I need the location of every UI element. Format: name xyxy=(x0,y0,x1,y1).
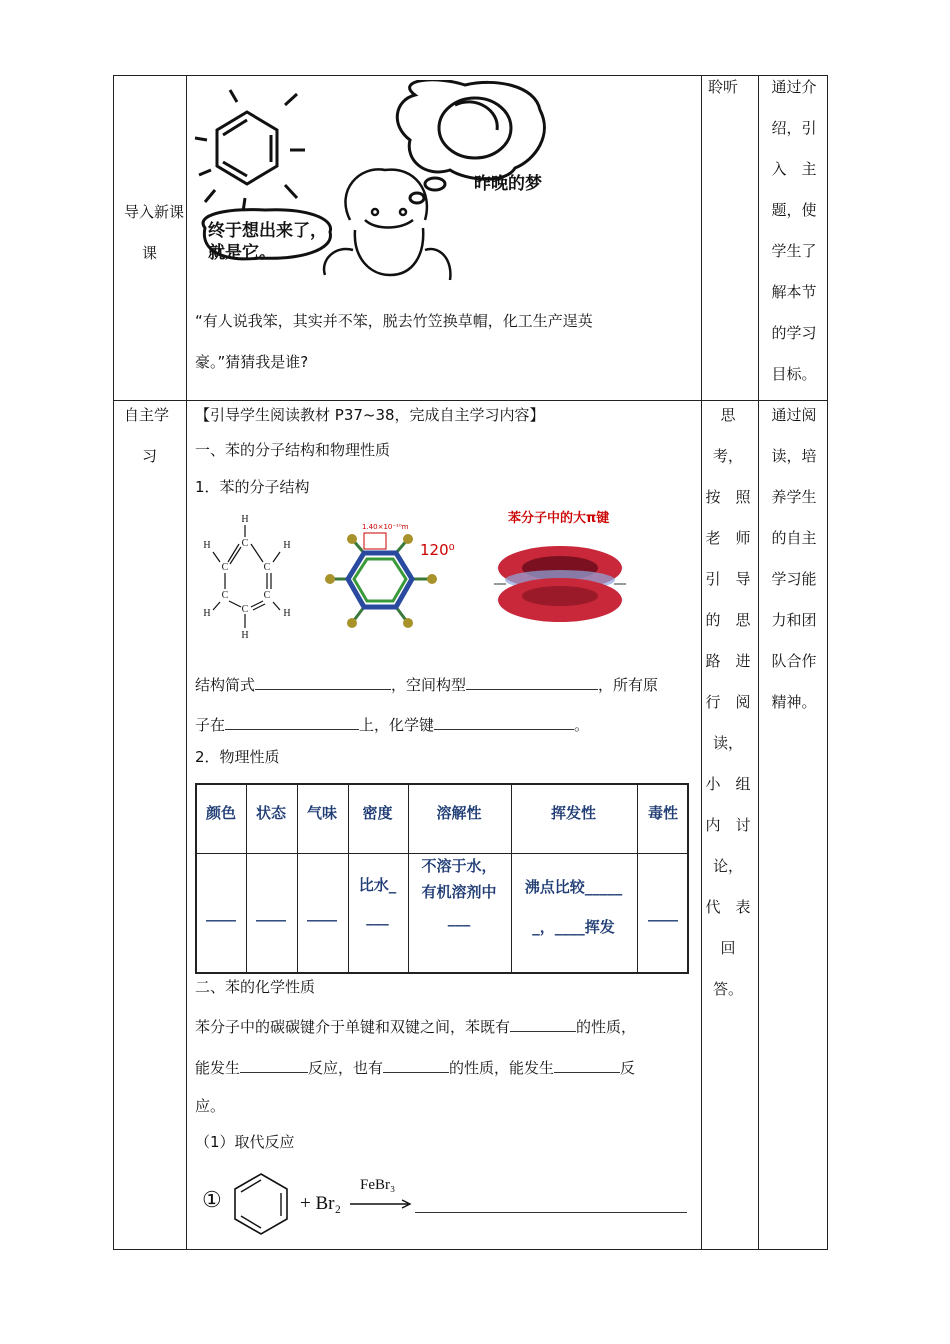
svg-text:C: C xyxy=(241,538,249,549)
section-label-intro: 导入新课 xyxy=(124,203,185,221)
svg-text:H: H xyxy=(203,540,211,551)
prop-header-odor: 气味 xyxy=(306,804,337,822)
guide-text: 【引导学生阅读教材 P37~38，完成自主学习内容】 xyxy=(195,406,545,424)
benzene-structural-formula xyxy=(195,512,305,642)
catalyst-label: FeBr₃ xyxy=(360,1177,396,1193)
dream-bubble-text: 昨晚的梦 xyxy=(474,174,542,194)
svg-text:C: C xyxy=(221,562,229,573)
prop-blank-color: ____ xyxy=(206,904,236,922)
subheading-substitution: （1）取代反应 xyxy=(195,1133,295,1151)
prop-header-toxicity: 毒性 xyxy=(647,804,678,822)
col-divider xyxy=(758,76,759,1249)
riddle-line2: 豪。”猜猜我是谁? xyxy=(195,353,309,371)
prop-blank-toxicity: ____ xyxy=(648,904,678,922)
prop-header-color: 颜色 xyxy=(205,804,236,822)
reaction-number: ① xyxy=(202,1188,222,1213)
prop-density-cell: 比水_ ___ xyxy=(358,876,397,926)
prop-blank-odor: ____ xyxy=(307,904,337,922)
svg-text:C: C xyxy=(241,604,249,615)
prop-volatility-cell: 沸点比较_____ _，____挥发 xyxy=(524,878,623,936)
self-activity: 思 考， 按 照 老 师 引 导 的 思 路 进 行 阅 读， 小 组 内 讨 论， 代 表 回 答。 xyxy=(705,406,751,998)
speech-bubble-line1: 终于想出来了， xyxy=(208,221,327,241)
svg-text:H: H xyxy=(241,630,249,641)
riddle-line1: “有人说我笨，其实并不笨，脱去竹笠换草帽，化工生产逞英 xyxy=(195,312,593,330)
svg-text:C: C xyxy=(263,562,271,573)
benzene-ball-stick-model xyxy=(322,515,462,640)
col-divider xyxy=(701,76,702,1249)
prop-header-density: 密度 xyxy=(362,804,393,822)
subheading-structure: 1．苯的分子结构 xyxy=(195,478,310,496)
chemical-fill-line1: 苯分子中的碳碳键介于单键和双键之间，苯既有 的性质， xyxy=(195,1018,637,1036)
section-label-intro-2: 课 xyxy=(142,244,158,262)
svg-text:1.40×10⁻¹⁰m: 1.40×10⁻¹⁰m xyxy=(362,523,409,531)
reagent-br2: + Br₂ xyxy=(300,1193,342,1214)
intro-purpose: 通过介 绍，引 入 主 题，使 学生了 解本节 的学习 目标。 xyxy=(771,78,817,383)
benzene-ring-icon xyxy=(217,112,277,184)
section-label-self: 自主学 xyxy=(124,406,170,424)
self-purpose: 通过阅 读，培 养学生 的自主 学习能 力和团 队合作 精神。 xyxy=(771,406,817,711)
pi-bond-model xyxy=(490,528,630,640)
heading-structure: 一、苯的分子结构和物理性质 xyxy=(195,441,391,459)
prop-solubility-cell: 不溶于水， 有机溶剂中 ___ xyxy=(421,857,497,927)
structure-fill-line2: 子在 上，化学键 。 xyxy=(195,716,590,734)
svg-text:120⁰: 120⁰ xyxy=(420,541,455,559)
svg-text:H: H xyxy=(241,514,249,525)
speech-bubble-line2: 就是它。 xyxy=(208,243,276,263)
prop-header-solubility: 溶解性 xyxy=(436,804,482,822)
reaction-arrow-icon xyxy=(350,1198,414,1210)
product-blank xyxy=(415,1212,687,1213)
prop-header-state: 状态 xyxy=(255,804,286,822)
svg-text:C: C xyxy=(263,590,271,601)
svg-text:C: C xyxy=(221,590,229,601)
subheading-physical: 2．物理性质 xyxy=(195,748,280,766)
pi-bond-label: 苯分子中的大π键 xyxy=(508,511,610,526)
chemical-fill-line3: 应。 xyxy=(195,1097,226,1115)
svg-text:H: H xyxy=(283,608,291,619)
reactant-benzene-icon xyxy=(230,1170,292,1238)
heading-chemical: 二、苯的化学性质 xyxy=(195,978,316,996)
svg-text:H: H xyxy=(203,608,211,619)
prop-header-volatility: 挥发性 xyxy=(550,804,596,822)
prop-blank-state: ____ xyxy=(256,904,286,922)
intro-activity: 聆听 xyxy=(708,78,739,96)
chemical-fill-line2: 能发生 反应，也有 的性质，能发生 反 xyxy=(195,1059,636,1077)
section-label-self-2: 习 xyxy=(142,447,158,465)
structure-fill-line1: 结构简式 ，空间构型 ，所有原 xyxy=(195,676,659,694)
svg-text:H: H xyxy=(283,540,291,551)
